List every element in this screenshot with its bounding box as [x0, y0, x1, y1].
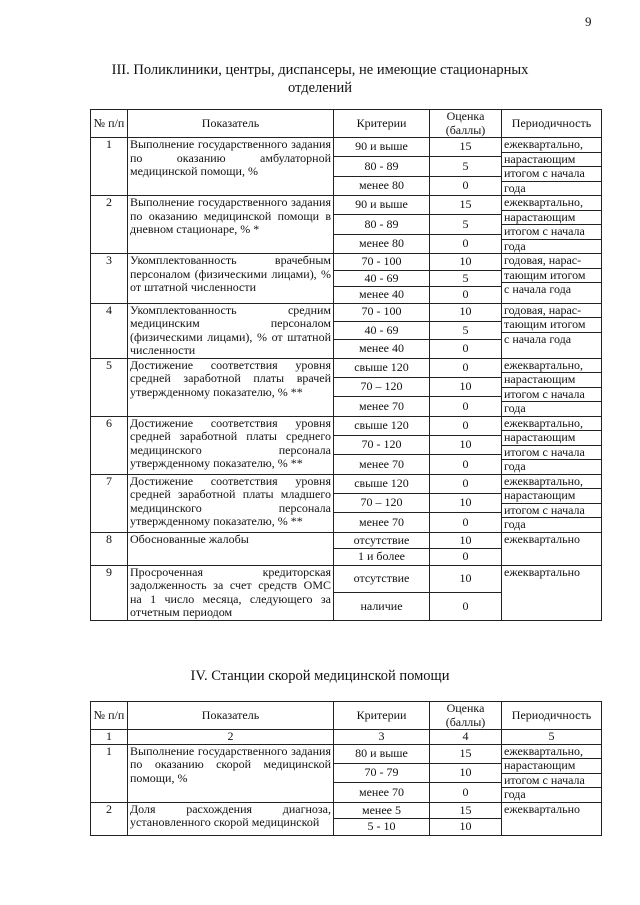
header-indicator: Показатель: [128, 110, 334, 138]
table-row: [91, 744, 602, 763]
periodicity-line: ежеквартально: [504, 531, 580, 546]
score-cell: 0: [430, 513, 502, 532]
periodicity-cell: [502, 802, 602, 835]
section-3-title: [0, 61, 640, 97]
criteria-cell: 70 - 79: [334, 763, 430, 782]
criteria-cell: 80 - 89: [334, 215, 430, 234]
criteria-cell: менее 80: [334, 176, 430, 195]
periodicity-line: нарастающим: [502, 373, 601, 388]
row-number: 5: [91, 358, 128, 416]
score-cell: 0: [430, 783, 502, 802]
periodicity-line: ежеквартально,: [502, 417, 601, 432]
indicator-cell: Достижение соответствия уровня средней заработной платы среднего медицинского персонала утвержденному показателю, % **: [128, 416, 334, 474]
criteria-cell: свыше 120: [334, 474, 430, 493]
score-cell: 10: [430, 819, 502, 836]
criteria-cell: менее 80: [334, 234, 430, 253]
periodicity-line: года: [504, 517, 526, 531]
periodicity-cell: [502, 196, 602, 254]
section-3-title-line-2: отделений: [288, 80, 352, 96]
score-cell: 5: [430, 157, 502, 176]
score-cell: 0: [430, 234, 502, 253]
periodicity-line: года: [504, 238, 526, 253]
periodicity-line: тающим итогом: [502, 269, 601, 284]
periodicity-line: ежеквартально,: [502, 138, 601, 153]
score-cell: 15: [430, 802, 502, 819]
section-4-title: IV. Станции скорой медицинской помощи: [190, 668, 450, 684]
score-cell: 0: [430, 549, 502, 566]
criteria-cell: 5 - 10: [334, 819, 430, 836]
table-row: [91, 196, 602, 215]
header-indicator: Показатель: [128, 702, 334, 730]
periodicity-line: итогом с начала: [502, 774, 601, 789]
periodicity-line: нарастающим: [502, 759, 601, 774]
table-row: [91, 303, 602, 321]
table-row: [91, 802, 602, 819]
column-number: 5: [502, 730, 602, 745]
periodicity-cell: [502, 254, 602, 304]
indicator-cell: Обоснованные жалобы: [128, 532, 334, 565]
periodicity-cell: [502, 744, 602, 802]
periodicity-line: итогом с начала: [502, 225, 601, 240]
periodicity-cell: [502, 358, 602, 416]
periodicity-cell: [502, 565, 602, 620]
criteria-cell: 70 - 100: [334, 254, 430, 271]
score-cell: 0: [430, 397, 502, 416]
indicator-cell: Просроченная кредиторская задолженность за счет средств ОМС на 1 число месяца, следующего за отчетным периодом: [128, 565, 334, 620]
periodicity-line: нарастающим: [502, 211, 601, 226]
periodicity-line: года: [504, 459, 526, 473]
score-cell: 0: [430, 176, 502, 195]
periodicity-line: тающим итогом: [502, 318, 601, 333]
criteria-cell: 70 - 120: [334, 435, 430, 454]
score-cell: 10: [430, 532, 502, 549]
table-row: [91, 532, 602, 549]
score-cell: 0: [430, 593, 502, 621]
criteria-cell: отсутствие: [334, 565, 430, 593]
row-number: 1: [91, 138, 128, 196]
column-number: 4: [430, 730, 502, 745]
score-cell: 10: [430, 303, 502, 321]
score-cell: 0: [430, 287, 502, 304]
periodicity-line: нарастающим: [502, 431, 601, 446]
indicator-cell: Выполнение государственного задания по оказанию скорой медицинской помощи, %: [128, 744, 334, 802]
section-4-table-body: [91, 744, 602, 835]
criteria-cell: менее 70: [334, 783, 430, 802]
periodicity-line: итогом с начала: [502, 504, 601, 519]
header-num: № п/п: [91, 702, 128, 730]
periodicity-line: ежеквартально: [504, 801, 580, 816]
periodicity-line: итогом с начала: [502, 388, 601, 403]
column-number: 2: [128, 730, 334, 745]
row-number: 9: [91, 565, 128, 620]
table-row: [91, 474, 602, 493]
criteria-cell: 70 – 120: [334, 493, 430, 512]
score-cell: 10: [430, 565, 502, 593]
header-criteria: Критерии: [334, 110, 430, 138]
periodicity-line: года: [504, 180, 526, 195]
criteria-cell: свыше 120: [334, 358, 430, 377]
periodicity-line: года: [504, 787, 526, 801]
section-4-table: [90, 701, 602, 836]
row-number: 3: [91, 254, 128, 304]
periodicity-cell: [502, 474, 602, 532]
periodicity-cell: [502, 532, 602, 565]
page-number: 9: [585, 14, 592, 29]
indicator-cell: Укомплектованность средним медицинским персоналом (физическими лицами), % от штатной численности: [128, 303, 334, 358]
table-header-row: [91, 110, 602, 138]
column-number: 3: [334, 730, 430, 745]
periodicity-line: нарастающим: [502, 153, 601, 168]
periodicity-line: ежеквартально,: [502, 745, 601, 760]
score-cell: 5: [430, 215, 502, 234]
row-number: 2: [91, 196, 128, 254]
table-row: [91, 565, 602, 593]
score-cell: 0: [430, 416, 502, 435]
row-number: 6: [91, 416, 128, 474]
criteria-cell: менее 40: [334, 340, 430, 358]
column-number-row: [91, 730, 602, 745]
score-cell: 5: [430, 321, 502, 339]
criteria-cell: менее 70: [334, 513, 430, 532]
header-score: Оценка (баллы): [430, 702, 502, 730]
score-cell: 0: [430, 340, 502, 358]
periodicity-line: итогом с начала: [502, 446, 601, 461]
criteria-cell: 70 - 100: [334, 303, 430, 321]
score-cell: 10: [430, 377, 502, 396]
header-score: Оценка (баллы): [430, 110, 502, 138]
periodicity-line: нарастающим: [502, 489, 601, 504]
criteria-cell: менее 5: [334, 802, 430, 819]
table-row: [91, 358, 602, 377]
periodicity-line: с начала года: [504, 331, 572, 346]
score-cell: 10: [430, 435, 502, 454]
criteria-cell: менее 40: [334, 287, 430, 304]
criteria-cell: 80 и выше: [334, 744, 430, 763]
criteria-cell: 40 - 69: [334, 321, 430, 339]
header-periodicity: Периодичность: [502, 110, 602, 138]
score-cell: 0: [430, 455, 502, 474]
header-periodicity: Периодичность: [502, 702, 602, 730]
table-row: [91, 138, 602, 157]
column-number: 1: [91, 730, 128, 745]
score-cell: 10: [430, 254, 502, 271]
periodicity-line: годовая, нарас-: [502, 304, 601, 319]
criteria-cell: отсутствие: [334, 532, 430, 549]
periodicity-line: ежеквартально,: [502, 196, 601, 211]
header-criteria: Критерии: [334, 702, 430, 730]
row-number: 1: [91, 744, 128, 802]
periodicity-cell: [502, 416, 602, 474]
score-cell: 15: [430, 196, 502, 215]
criteria-cell: 90 и выше: [334, 138, 430, 157]
indicator-cell: Выполнение государственного задания по оказанию медицинской помощи в дневном стационаре, % *: [128, 196, 334, 254]
criteria-cell: менее 70: [334, 397, 430, 416]
periodicity-line: ежеквартально,: [502, 475, 601, 490]
criteria-cell: свыше 120: [334, 416, 430, 435]
periodicity-line: годовая, нарас-: [502, 254, 601, 269]
periodicity-cell: [502, 138, 602, 196]
periodicity-line: ежеквартально,: [502, 359, 601, 374]
periodicity-line: итогом с начала: [502, 167, 601, 182]
criteria-cell: 1 и более: [334, 549, 430, 566]
periodicity-cell: [502, 303, 602, 358]
section-3-title-line-1: III. Поликлиники, центры, диспансеры, не имеющие стационарных: [111, 62, 529, 78]
score-cell: 0: [430, 358, 502, 377]
criteria-cell: наличие: [334, 593, 430, 621]
indicator-cell: Достижение соответствия уровня средней заработной платы младшего медицинского персонала утвержденному показателю, % **: [128, 474, 334, 532]
score-cell: 5: [430, 270, 502, 287]
row-number: 7: [91, 474, 128, 532]
score-cell: 15: [430, 138, 502, 157]
criteria-cell: 80 - 89: [334, 157, 430, 176]
section-3-table: [90, 109, 602, 621]
score-cell: 0: [430, 474, 502, 493]
table-row: [91, 254, 602, 271]
criteria-cell: менее 70: [334, 455, 430, 474]
indicator-cell: Достижение соответствия уровня средней заработной платы врачей утвержденному показателю, % **: [128, 358, 334, 416]
table-row: [91, 416, 602, 435]
criteria-cell: 70 – 120: [334, 377, 430, 396]
row-number: 8: [91, 532, 128, 565]
row-number: 2: [91, 802, 128, 835]
section-3-table-body: [91, 138, 602, 621]
indicator-cell: Выполнение государственного задания по оказанию амбулаторной медицинской помощи, %: [128, 138, 334, 196]
criteria-cell: 90 и выше: [334, 196, 430, 215]
score-cell: 10: [430, 493, 502, 512]
periodicity-line: с начала года: [504, 282, 572, 296]
periodicity-line: ежеквартально: [504, 564, 580, 579]
row-number: 4: [91, 303, 128, 358]
score-cell: 15: [430, 744, 502, 763]
indicator-cell: Укомплектованность врачебным персоналом (физическими лицами), % от штатной численности: [128, 254, 334, 304]
score-cell: 10: [430, 763, 502, 782]
periodicity-line: года: [504, 401, 526, 415]
indicator-cell: Доля расхождения диагноза, установленного скорой медицинской: [128, 802, 334, 835]
table-header-row: [91, 702, 602, 730]
criteria-cell: 40 - 69: [334, 270, 430, 287]
header-num: № п/п: [91, 110, 128, 138]
